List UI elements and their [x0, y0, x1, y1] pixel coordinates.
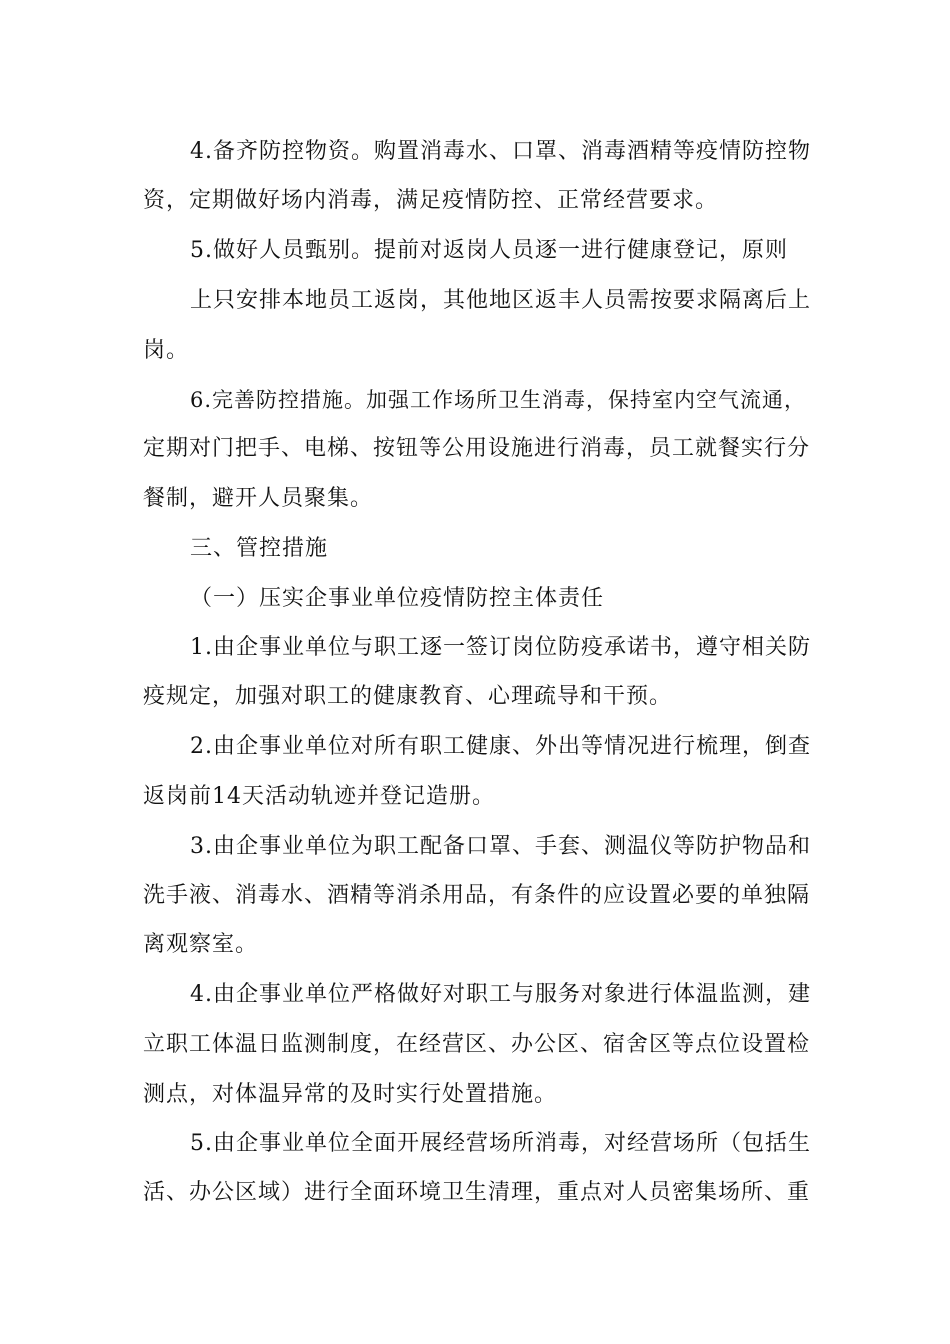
paragraph-line: 5.做好人员甄别。提前对返岗人员逐一进行健康登记，原则	[190, 238, 788, 263]
paragraph-line: 资，定期做好场内消毒，满足疫情防控、正常经营要求。	[143, 188, 719, 213]
paragraph-line: 4.备齐防控物资。购置消毒水、口罩、消毒酒精等疫情防控物	[190, 139, 811, 164]
paragraph-line: 离观察室。	[143, 932, 259, 957]
paragraph-line: 测点，对体温异常的及时实行处置措施。	[143, 1082, 558, 1107]
paragraph-line: 2.由企事业单位对所有职工健康、外出等情况进行梳理，倒查	[190, 734, 811, 759]
paragraph-line: 上只安排本地员工返岗，其他地区返丰人员需按要求隔离后上	[190, 288, 812, 313]
paragraph-line: 4.由企事业单位严格做好对职工与服务对象进行体温监测，建	[190, 982, 811, 1007]
paragraph-line: 6.完善防控措施。加强工作场所卫生消毒，保持室内空气流通，	[190, 388, 807, 412]
paragraph-line: 5.由企事业单位全面开展经营场所消毒，对经营场所（包括生	[190, 1131, 811, 1156]
paragraph-line: 餐制，避开人员聚集。	[143, 486, 374, 511]
paragraph-line: 1.由企事业单位与职工逐一签订岗位防疫承诺书，遵守相关防	[190, 635, 811, 660]
paragraph-line: 岗。	[143, 338, 190, 363]
paragraph-line: 立职工体温日监测制度，在经营区、办公区、宿舍区等点位设置检	[143, 1032, 811, 1057]
paragraph-line: 3.由企事业单位为职工配备口罩、手套、测温仪等防护物品和	[190, 834, 811, 859]
paragraph-line: 洗手液、消毒水、酒精等消杀用品，有条件的应设置必要的单独隔	[143, 883, 811, 908]
paragraph-line: 活、办公区域）进行全面环境卫生清理，重点对人员密集场所、重	[143, 1180, 811, 1205]
paragraph-line: 定期对门把手、电梯、按钮等公用设施进行消毒，员工就餐实行分	[143, 436, 811, 461]
paragraph-line: 返岗前14天活动轨迹并登记造册。	[143, 784, 495, 809]
paragraph-line: 疫规定，加强对职工的健康教育、心理疏导和干预。	[143, 684, 673, 709]
subsection-heading: （一）压实企事业单位疫情防控主体责任	[190, 586, 605, 611]
section-heading: 三、管控措施	[190, 536, 329, 561]
